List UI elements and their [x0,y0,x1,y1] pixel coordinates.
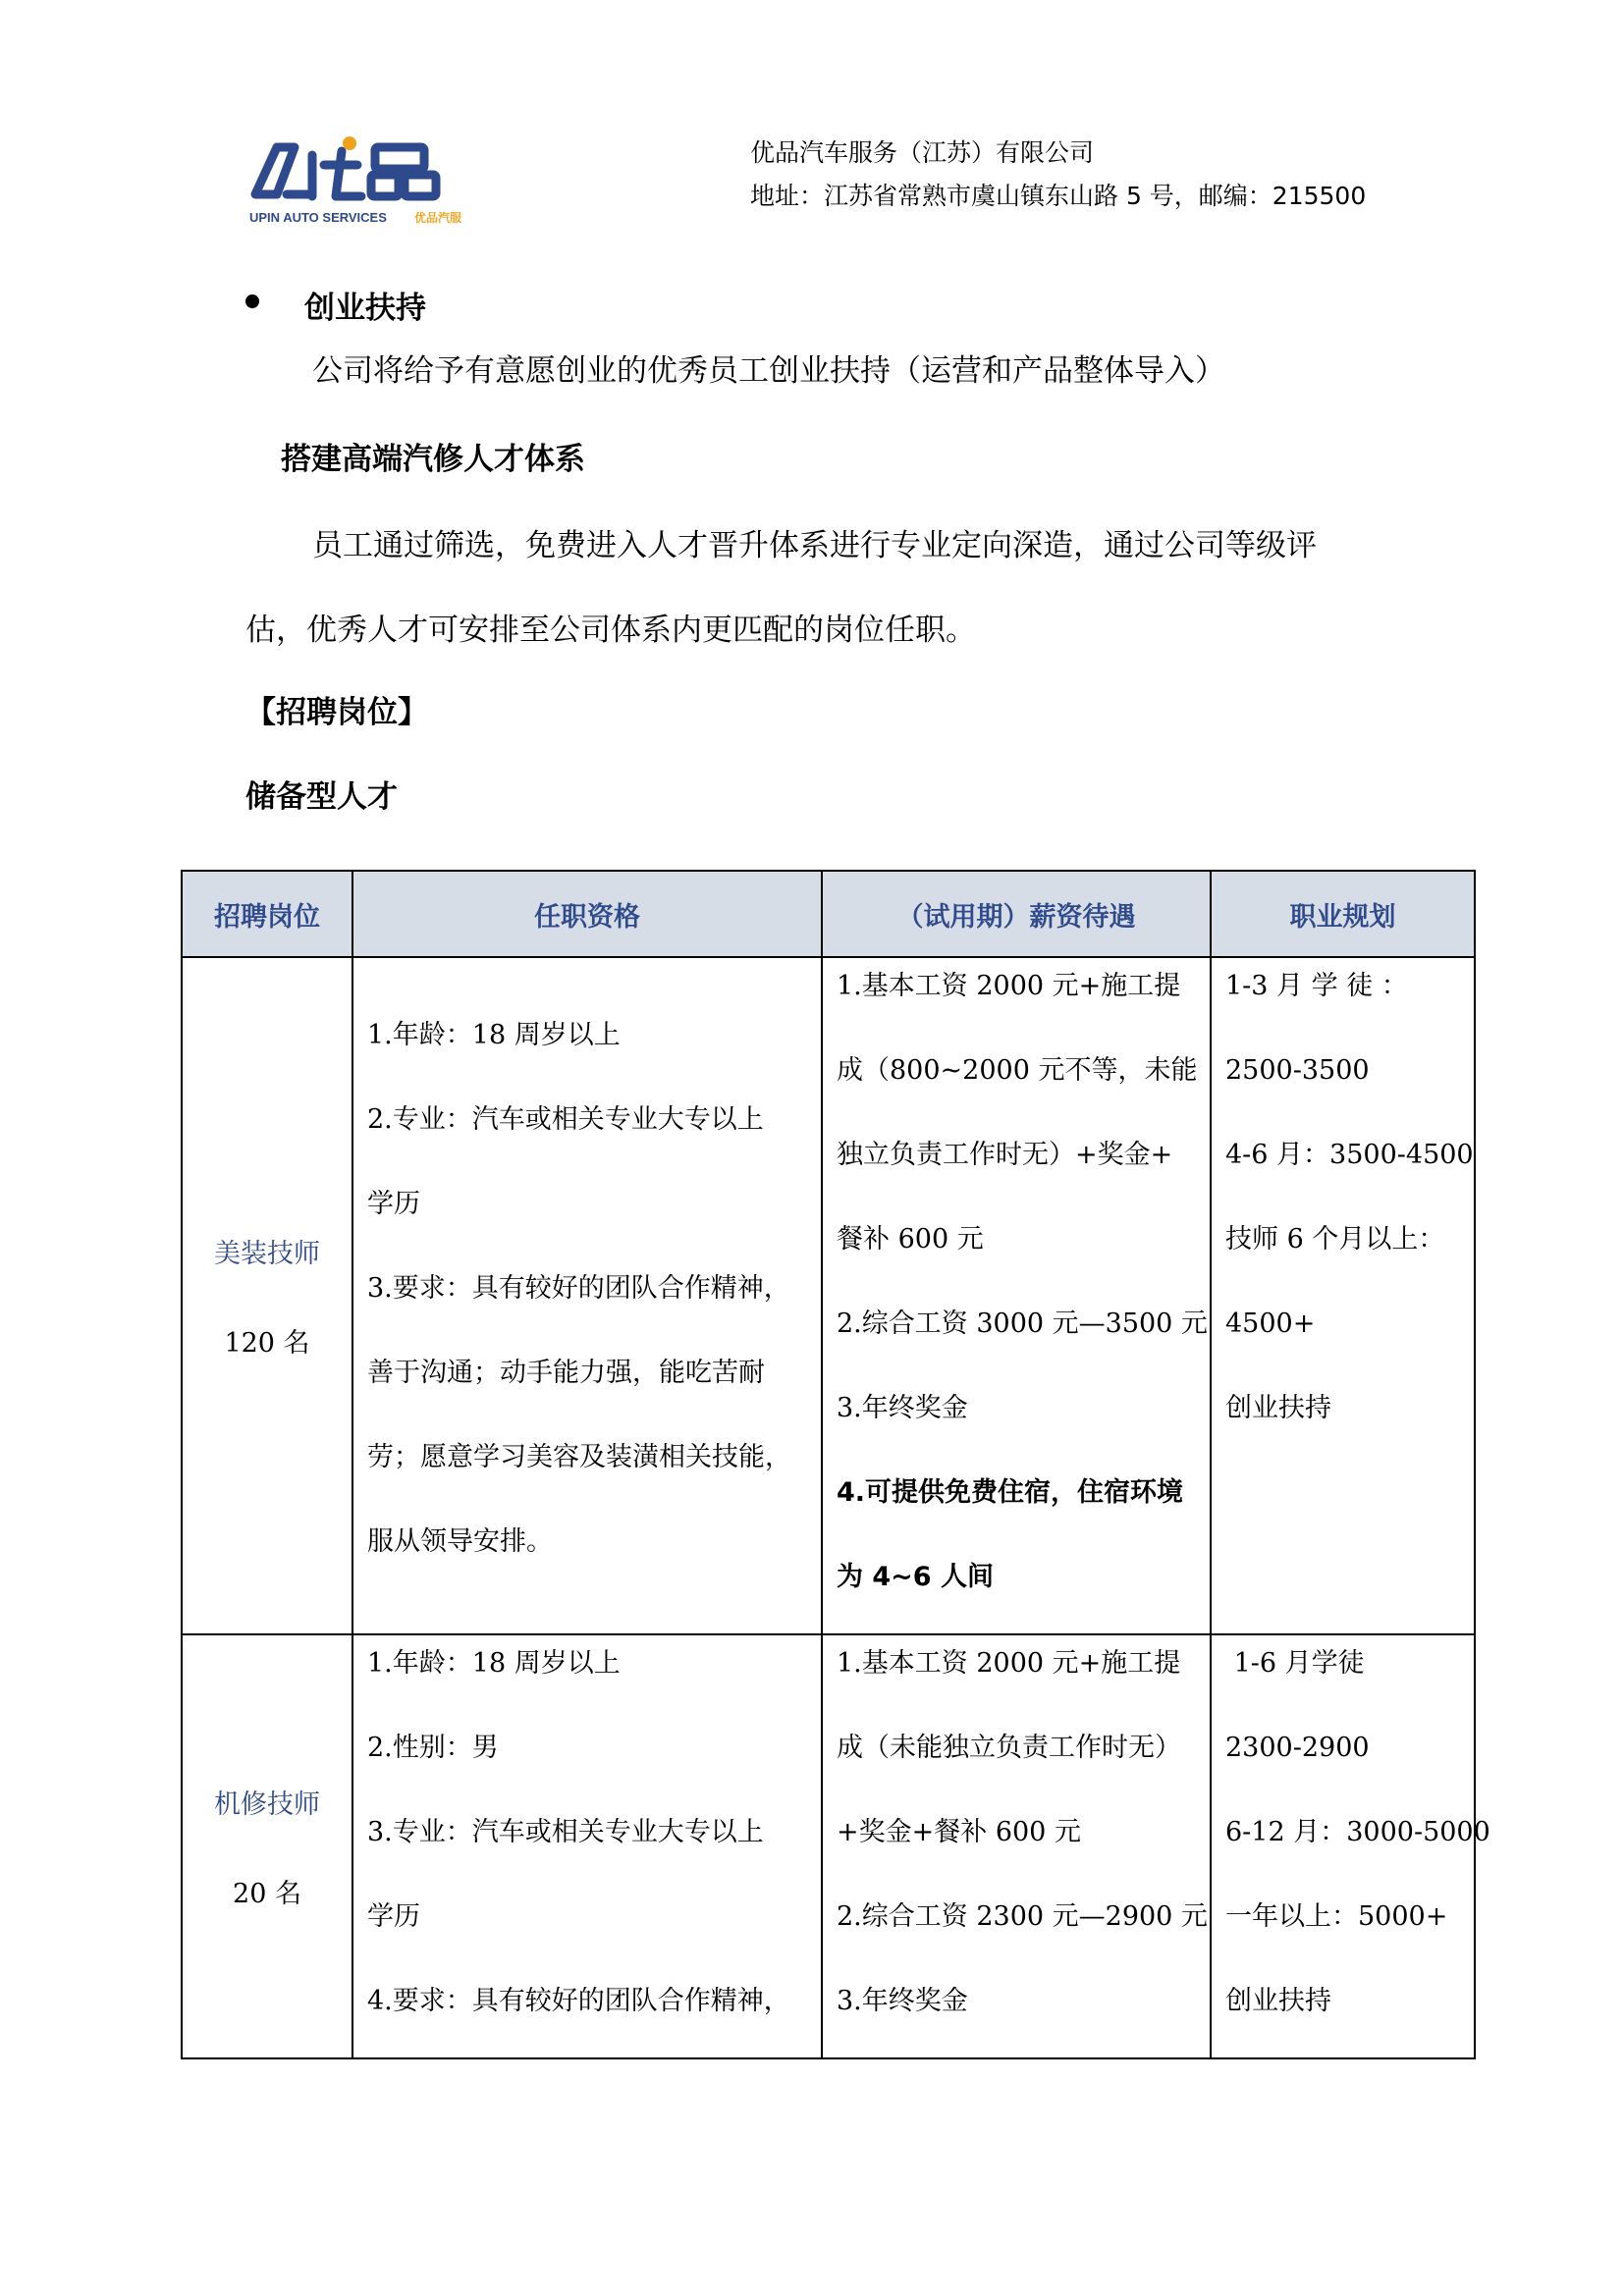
career-line: 4500+ [1225,1308,1316,1339]
salary-line: 1.基本工资 2000 元+施工提 [837,1648,1181,1679]
qualification-line: 2.专业：汽车或相关专业大专以上 [367,1104,764,1135]
talent-type: 储备型人才 [245,779,398,815]
salary-line: 2.综合工资 2300 元—2900 元 [837,1901,1208,1932]
bullet-title: 创业扶持 [304,291,426,326]
company-address: 地址：江苏省常熟市虞山镇东山路 5 号，邮编：215500 [750,182,1367,210]
salary-line: 独立负责工作时无）+奖金+ [837,1140,1173,1170]
recruit-heading: 【招聘岗位】 [245,695,428,730]
qualification-line: 2.性别：男 [367,1733,499,1763]
table-row [182,1634,1475,2058]
salary-line: 成（800~2000 元不等，未能 [837,1055,1198,1086]
section-text-line2: 估，优秀人才可安排至公司体系内更匹配的岗位任职。 [245,613,976,648]
position-cell [182,1634,352,2058]
salary-line: 2.综合工资 3000 元—3500 元 [837,1308,1208,1339]
qualification-line: 善于沟通；动手能力强，能吃苦耐 [367,1358,765,1388]
career-line: 2300-2900 [1225,1733,1370,1763]
salary-cell [822,1634,1211,2058]
table-row [182,957,1475,1634]
salary-line: 1.基本工资 2000 元+施工提 [837,971,1181,1001]
career-cell [1211,1634,1490,2058]
qualifications-cell [352,1634,822,2058]
career-line: 1-3 月 学 徒 ： [1225,971,1408,1001]
header-position: 招聘岗位 [182,871,352,957]
career-line: 创业扶持 [1225,1393,1331,1423]
qualification-line: 劳；愿意学习美容及装潢相关技能， [367,1442,791,1472]
career-line: 2500-3500 [1225,1055,1370,1086]
bullet-text: 公司将给予有意愿创业的优秀员工创业扶持（运营和产品整体导入） [312,353,1225,389]
career-cell [1211,957,1475,1634]
qualification-line: 1.年龄：18 周岁以上 [367,1020,621,1050]
career-line: 一年以上：5000+ [1225,1901,1448,1932]
career-line: 技师 6 个月以上： [1225,1224,1445,1255]
salary-line: 3.年终奖金 [837,1393,968,1423]
qualification-line: 3.专业：汽车或相关专业大专以上 [367,1817,764,1847]
position-count: 20 名 [233,1879,301,1909]
logo-badge-text: 优品汽服 [414,211,462,225]
salary-line: 3.年终奖金 [837,1986,968,2016]
header-qualifications: 任职资格 [352,871,822,957]
salary-line: 成（未能独立负责工作时无） [837,1733,1181,1763]
position-name: 美装技师 [214,1239,320,1269]
salary-cell [822,957,1211,1634]
qualification-line: 学历 [367,1189,420,1219]
bullet-dot [245,294,259,308]
header-salary: （试用期）薪资待遇 [822,871,1211,957]
position-name: 机修技师 [214,1789,320,1820]
qualification-line: 学历 [367,1901,420,1932]
career-line: 创业扶持 [1225,1986,1331,2016]
qualification-line: 服从领导安排。 [367,1526,553,1557]
salary-line: 餐补 600 元 [837,1224,984,1255]
logo-english-text: UPIN AUTO SERVICES [249,210,387,225]
qualifications-cell [352,957,822,1634]
salary-line-bold: 4.可提供免费住宿，住宿环境 [837,1477,1184,1508]
salary-line-bold: 为 4~6 人间 [837,1562,994,1592]
qualification-line: 4.要求：具有较好的团队合作精神， [367,1986,790,2016]
qualification-line: 3.要求：具有较好的团队合作精神， [367,1273,790,1304]
recruitment-table [181,870,1490,2059]
salary-line: +奖金+餐补 600 元 [837,1817,1081,1847]
career-line: 4-6 月：3500-4500 [1225,1140,1474,1170]
company-name: 优品汽车服务（江苏）有限公司 [750,138,1095,167]
section-text-line1: 员工通过筛选，免费进入人才晋升体系进行专业定向深造，通过公司等级评 [312,528,1317,563]
qualification-line: 1.年龄：18 周岁以上 [367,1648,621,1679]
section-title: 搭建高端汽修人才体系 [281,442,585,477]
company-logo [247,126,473,234]
career-line: 1-6 月学徒 [1225,1648,1365,1679]
position-cell [182,957,352,1634]
header-career: 职业规划 [1211,871,1475,957]
table-header-row [182,871,1475,957]
career-line: 6-12 月：3000-5000 [1225,1817,1490,1847]
position-count: 120 名 [224,1328,310,1359]
